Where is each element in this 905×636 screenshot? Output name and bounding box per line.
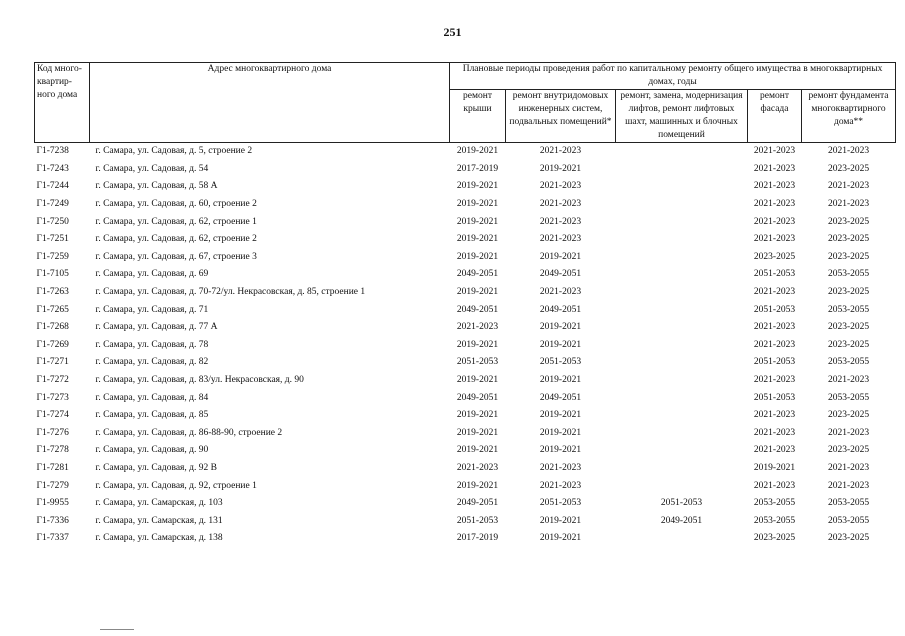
- cell-code: Г1-7276: [36, 427, 69, 438]
- header-address: Адрес многоквартирного дома: [90, 63, 450, 143]
- table-body: [35, 143, 896, 548]
- cell-foundation: 2023-2025: [827, 216, 870, 227]
- cell-foundation: 2053-2055: [827, 498, 870, 509]
- repair-schedule-table: [34, 62, 896, 548]
- cell-roof: 2049-2051: [456, 392, 499, 403]
- cell-address: г. Самара, ул. Садовая, д. 67, строение 3: [95, 251, 257, 262]
- cell-foundation: 2023-2025: [827, 533, 870, 544]
- header-foundation: ремонт фундамента многоквартирного дома**: [802, 90, 896, 143]
- cell-lifts: [616, 354, 748, 372]
- cell-facade: 2051-2053: [753, 392, 796, 403]
- cell-foundation: 2021-2023: [827, 462, 870, 473]
- cell-address: г. Самара, ул. Садовая, д. 90: [95, 445, 209, 456]
- cell-internal-systems: 2051-2053: [539, 357, 582, 368]
- header-internal-systems: ремонт внутридомовых инженерных систем, подвальных помещений*: [506, 90, 616, 143]
- cell-code: Г1-7105: [36, 269, 69, 280]
- cell-roof: 2051-2053: [456, 357, 499, 368]
- cell-foundation: 2023-2025: [827, 322, 870, 333]
- cell-internal-systems: 2021-2023: [539, 216, 582, 227]
- cell-facade: 2021-2023: [753, 181, 796, 192]
- cell-lifts: [616, 161, 748, 179]
- cell-address: г. Самара, ул. Садовая, д. 92 В: [95, 462, 217, 473]
- cell-internal-systems: 2019-2021: [539, 339, 582, 350]
- cell-lifts: [616, 319, 748, 337]
- cell-lifts: [616, 442, 748, 460]
- cell-facade: 2051-2053: [753, 304, 796, 315]
- cell-lifts: [616, 425, 748, 443]
- cell-foundation: 2053-2055: [827, 392, 870, 403]
- cell-internal-systems: 2019-2021: [539, 445, 582, 456]
- cell-roof: 2019-2021: [456, 181, 499, 192]
- cell-lifts: [616, 249, 748, 267]
- cell-address: г. Самара, ул. Садовая, д. 92, строение 1: [95, 480, 257, 491]
- page-number: 251: [443, 25, 462, 39]
- cell-facade: 2053-2055: [753, 515, 796, 526]
- cell-address: г. Самара, ул. Садовая, д. 84: [95, 392, 209, 403]
- table-row: [35, 407, 896, 425]
- cell-internal-systems: 2019-2021: [539, 251, 582, 262]
- table-row: [35, 389, 896, 407]
- cell-lifts: [616, 213, 748, 231]
- table-row: [35, 178, 896, 196]
- cell-address: г. Самара, ул. Садовая, д. 70-72/ул. Некрасовская, д. 85, строение 1: [95, 287, 366, 298]
- cell-internal-systems: 2019-2021: [539, 322, 582, 333]
- cell-internal-systems: 2021-2023: [539, 199, 582, 210]
- header-facade: ремонт фасада: [748, 90, 802, 143]
- table-row: [35, 477, 896, 495]
- cell-foundation: 2023-2025: [827, 410, 870, 421]
- table-row: [35, 530, 896, 548]
- cell-facade: 2021-2023: [753, 427, 796, 438]
- cell-address: г. Самара, ул. Садовая, д. 5, строение 2: [95, 146, 253, 157]
- table-row: [35, 319, 896, 337]
- cell-roof: 2049-2051: [456, 269, 499, 280]
- table-row: [35, 495, 896, 513]
- cell-lifts: [616, 284, 748, 302]
- cell-address: г. Самара, ул. Садовая, д. 86-88-90, строение 2: [95, 427, 283, 438]
- cell-foundation: 2021-2023: [827, 427, 870, 438]
- cell-facade: 2053-2055: [753, 498, 796, 509]
- cell-address: г. Самара, ул. Садовая, д. 58 А: [95, 181, 218, 192]
- cell-internal-systems: 2021-2023: [539, 480, 582, 491]
- cell-address: г. Самара, ул. Садовая, д. 69: [95, 269, 209, 280]
- cell-roof: 2019-2021: [456, 199, 499, 210]
- cell-roof: 2019-2021: [456, 234, 499, 245]
- cell-foundation: 2023-2025: [827, 234, 870, 245]
- cell-internal-systems: 2049-2051: [539, 269, 582, 280]
- cell-foundation: 2053-2055: [827, 269, 870, 280]
- cell-code: Г1-7281: [36, 462, 69, 473]
- cell-foundation: 2023-2025: [827, 287, 870, 298]
- cell-code: Г1-7271: [36, 357, 69, 368]
- cell-code: Г1-7273: [36, 392, 69, 403]
- table-row: [35, 337, 896, 355]
- cell-lifts: [616, 460, 748, 478]
- cell-foundation: 2021-2023: [827, 146, 870, 157]
- cell-foundation: 2053-2055: [827, 515, 870, 526]
- cell-facade: 2019-2021: [753, 462, 796, 473]
- cell-facade: 2021-2023: [753, 287, 796, 298]
- cell-foundation: 2023-2025: [827, 163, 870, 174]
- cell-lifts: [616, 231, 748, 249]
- cell-internal-systems: 2049-2051: [539, 392, 582, 403]
- cell-code: Г1-7272: [36, 375, 69, 386]
- table-row: [35, 354, 896, 372]
- cell-facade: 2021-2023: [753, 146, 796, 157]
- cell-address: г. Самара, ул. Садовая, д. 62, строение 1: [95, 216, 257, 227]
- cell-foundation: 2021-2023: [827, 480, 870, 491]
- cell-code: Г1-7238: [36, 146, 69, 157]
- cell-code: Г1-7337: [36, 533, 69, 544]
- cell-roof: 2019-2021: [456, 445, 499, 456]
- cell-lifts: [616, 372, 748, 390]
- header-row-top: [35, 63, 896, 90]
- table-row: [35, 196, 896, 214]
- cell-roof: 2019-2021: [456, 339, 499, 350]
- cell-code: Г1-7244: [36, 181, 69, 192]
- cell-code: Г1-7279: [36, 480, 69, 491]
- cell-code: Г1-7251: [36, 234, 69, 245]
- cell-lifts: [616, 407, 748, 425]
- cell-internal-systems: 2051-2053: [539, 498, 582, 509]
- cell-address: г. Самара, ул. Садовая, д. 71: [95, 304, 209, 315]
- table-row: [35, 249, 896, 267]
- cell-code: Г1-7278: [36, 445, 69, 456]
- cell-foundation: 2023-2025: [827, 445, 870, 456]
- cell-foundation: 2021-2023: [827, 181, 870, 192]
- cell-code: Г1-7268: [36, 322, 69, 333]
- cell-facade: 2021-2023: [753, 480, 796, 491]
- cell-internal-systems: 2019-2021: [539, 163, 582, 174]
- cell-code: Г1-7274: [36, 410, 69, 421]
- cell-internal-systems: 2019-2021: [539, 375, 582, 386]
- cell-lifts: [616, 530, 748, 548]
- header-lifts: ремонт, замена, модернизация лифтов, ремонт лифтовых шахт, машинных и блочных помещений: [616, 90, 748, 143]
- cell-roof: 2051-2053: [456, 515, 499, 526]
- cell-lifts: [616, 196, 748, 214]
- scan-line: [100, 629, 134, 630]
- cell-address: г. Самара, ул. Садовая, д. 62, строение 2: [95, 234, 257, 245]
- table-row: [35, 284, 896, 302]
- table-row: [35, 161, 896, 179]
- cell-roof: 2049-2051: [456, 304, 499, 315]
- cell-lifts: [616, 178, 748, 196]
- table-row: [35, 143, 896, 161]
- cell-address: г. Самара, ул. Садовая, д. 60, строение 2: [95, 199, 257, 210]
- cell-code: Г1-7265: [36, 304, 69, 315]
- cell-roof: 2019-2021: [456, 251, 499, 262]
- cell-internal-systems: 2019-2021: [539, 533, 582, 544]
- cell-facade: 2021-2023: [753, 410, 796, 421]
- table-row: [35, 301, 896, 319]
- cell-foundation: 2023-2025: [827, 251, 870, 262]
- cell-code: Г1-7249: [36, 199, 69, 210]
- cell-code: Г1-7336: [36, 515, 69, 526]
- header-code: Код много-квартир-ного дома: [35, 63, 90, 143]
- cell-address: г. Самара, ул. Самарская, д. 131: [95, 515, 223, 526]
- cell-foundation: 2021-2023: [827, 199, 870, 210]
- table-row: [35, 512, 896, 530]
- cell-lifts: [616, 143, 748, 161]
- cell-address: г. Самара, ул. Садовая, д. 54: [95, 163, 209, 174]
- cell-internal-systems: 2021-2023: [539, 146, 582, 157]
- cell-roof: 2049-2051: [456, 498, 499, 509]
- header-periods: Плановые периоды проведения работ по капитальному ремонту общего имущества в многоквартирных домах, годы: [450, 63, 896, 90]
- cell-foundation: 2053-2055: [827, 357, 870, 368]
- cell-facade: 2023-2025: [753, 251, 796, 262]
- cell-facade: 2021-2023: [753, 375, 796, 386]
- cell-address: г. Самара, ул. Самарская, д. 138: [95, 533, 223, 544]
- cell-address: г. Самара, ул. Садовая, д. 82: [95, 357, 209, 368]
- cell-code: Г1-7243: [36, 163, 69, 174]
- cell-facade: 2051-2053: [753, 269, 796, 280]
- table-row: [35, 372, 896, 390]
- cell-internal-systems: 2021-2023: [539, 462, 582, 473]
- cell-foundation: 2023-2025: [827, 339, 870, 350]
- cell-code: Г1-9955: [36, 498, 69, 509]
- table-row: [35, 266, 896, 284]
- table-row: [35, 442, 896, 460]
- cell-code: Г1-7269: [36, 339, 69, 350]
- cell-address: г. Самара, ул. Садовая, д. 77 А: [95, 322, 218, 333]
- cell-internal-systems: 2019-2021: [539, 410, 582, 421]
- cell-code: Г1-7263: [36, 287, 69, 298]
- cell-internal-systems: 2021-2023: [539, 181, 582, 192]
- cell-roof: 2017-2019: [456, 163, 499, 174]
- cell-lifts: 2051-2053: [660, 498, 703, 509]
- cell-roof: 2021-2023: [456, 462, 499, 473]
- cell-internal-systems: 2019-2021: [539, 515, 582, 526]
- cell-facade: 2021-2023: [753, 199, 796, 210]
- cell-lifts: [616, 301, 748, 319]
- table-row: [35, 213, 896, 231]
- cell-facade: 2021-2023: [753, 445, 796, 456]
- table-row: [35, 425, 896, 443]
- cell-roof: 2019-2021: [456, 287, 499, 298]
- cell-foundation: 2021-2023: [827, 375, 870, 386]
- cell-foundation: 2053-2055: [827, 304, 870, 315]
- cell-roof: 2019-2021: [456, 427, 499, 438]
- cell-lifts: [616, 337, 748, 355]
- cell-internal-systems: 2021-2023: [539, 287, 582, 298]
- cell-lifts: [616, 266, 748, 284]
- cell-roof: 2019-2021: [456, 480, 499, 491]
- cell-roof: 2019-2021: [456, 146, 499, 157]
- cell-roof: 2019-2021: [456, 216, 499, 227]
- cell-code: Г1-7250: [36, 216, 69, 227]
- cell-roof: 2019-2021: [456, 375, 499, 386]
- table-row: [35, 231, 896, 249]
- cell-roof: 2021-2023: [456, 322, 499, 333]
- cell-lifts: 2049-2051: [660, 515, 703, 526]
- cell-lifts: [616, 389, 748, 407]
- cell-roof: 2019-2021: [456, 410, 499, 421]
- cell-facade: 2021-2023: [753, 339, 796, 350]
- cell-address: г. Самара, ул. Самарская, д. 103: [95, 498, 223, 509]
- cell-code: Г1-7259: [36, 251, 69, 262]
- cell-facade: 2021-2023: [753, 234, 796, 245]
- cell-facade: 2021-2023: [753, 322, 796, 333]
- cell-address: г. Самара, ул. Садовая, д. 78: [95, 339, 209, 350]
- header-roof: ремонт крыши: [450, 90, 506, 143]
- cell-facade: 2021-2023: [753, 216, 796, 227]
- cell-internal-systems: 2019-2021: [539, 427, 582, 438]
- cell-internal-systems: 2021-2023: [539, 234, 582, 245]
- cell-lifts: [616, 477, 748, 495]
- cell-internal-systems: 2049-2051: [539, 304, 582, 315]
- cell-facade: 2021-2023: [753, 163, 796, 174]
- cell-roof: 2017-2019: [456, 533, 499, 544]
- table-row: [35, 460, 896, 478]
- cell-facade: 2023-2025: [753, 533, 796, 544]
- cell-address: г. Самара, ул. Садовая, д. 83/ул. Некрасовская, д. 90: [95, 375, 304, 386]
- cell-address: г. Самара, ул. Садовая, д. 85: [95, 410, 209, 421]
- cell-facade: 2051-2053: [753, 357, 796, 368]
